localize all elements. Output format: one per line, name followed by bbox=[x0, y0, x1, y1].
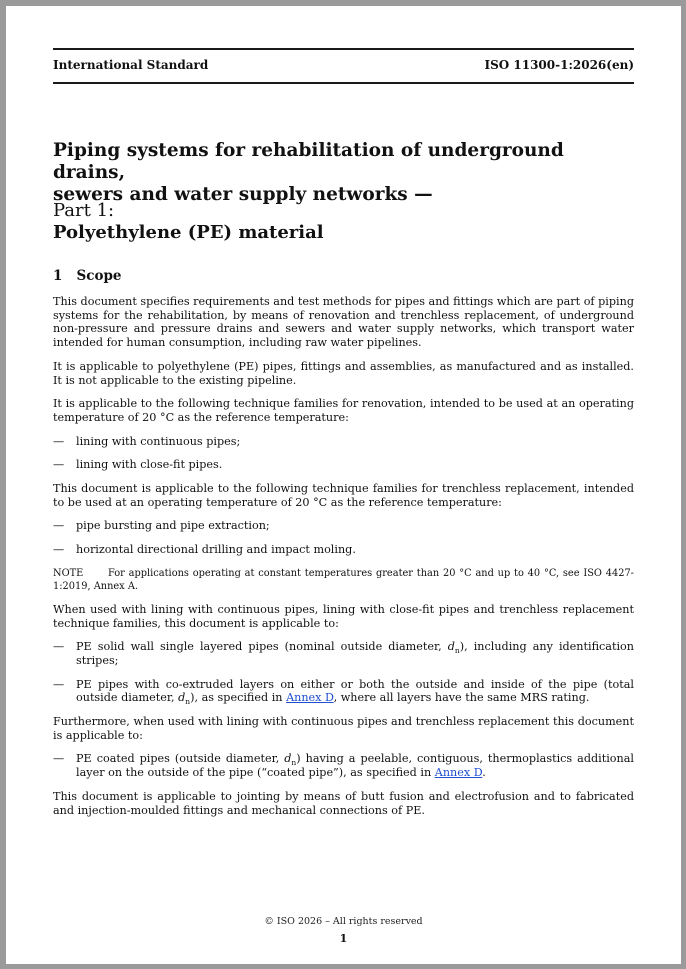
list-item: — PE pipes with co-extruded layers on either or both the outside and inside of the pipe (total outside diameter, $d_n$), as specified in Annex D, where all layers have the same MRS rating. bbox=[53, 678, 634, 705]
header-standard-type: International Standard bbox=[53, 58, 209, 72]
annex-d-link[interactable]: Annex D bbox=[286, 691, 334, 705]
annex-d-link[interactable]: Annex D bbox=[434, 766, 483, 780]
section-title: Scope bbox=[76, 268, 122, 284]
list-item: — PE solid wall single layered pipes (nominal outside diameter, $d_n$), including any identification stripes; bbox=[53, 640, 634, 667]
copyright-footer: © ISO 2026 – All rights reserved bbox=[264, 916, 423, 927]
note bbox=[53, 567, 634, 593]
note-text: For applications operating at constant temperatures greater than 20 °C and up to 40 °C, see ISO 4427-1:2019, Annex A. bbox=[53, 567, 634, 592]
section-number: 1 bbox=[53, 268, 63, 284]
paragraph: It is applicable to polyethylene (PE) pipes, fittings and assemblies, as manufactured and as installed. It is not applicable to the existing pipeline. bbox=[53, 359, 634, 387]
list-item: — PE coated pipes (outside diameter, $d_n$) having a peelable, contiguous, thermoplastics additional layer on the outside of the pipe (“coated pipe”), as specified in Annex D. bbox=[53, 752, 634, 779]
part-title bbox=[53, 200, 634, 244]
page-number: 1 bbox=[339, 932, 348, 945]
header-standard-number: ISO 11300-1:2026(en) bbox=[484, 58, 634, 72]
paragraph: This document is applicable to jointing by means of butt fusion and electrofusion and to fabricated and injection-moulded fittings and mechanical connections of PE. bbox=[53, 789, 634, 817]
paragraph: It is applicable to the following technique families for renovation, intended to be used at an operating temperature of 20 °C as the reference temperature: bbox=[53, 397, 634, 424]
part-label: Part 1: bbox=[53, 200, 115, 221]
list-item: — lining with close-fit pipes. bbox=[53, 458, 634, 472]
document-title: Piping systems for rehabilitation of underground drains, sewers and water supply networks — bbox=[53, 140, 564, 205]
part-subtitle: Polyethylene (PE) material bbox=[53, 222, 324, 243]
paragraph: This document specifies requirements and test methods for pipes and fittings which are part of piping systems for the rehabilitation, by means of renovation and trenchless replacement, of underground non-pressure and pressure drains and sewers and water supply networks, which transport water intended for human consumption, including raw water pipelines. bbox=[53, 295, 634, 350]
list-item: — lining with continuous pipes; bbox=[53, 435, 634, 449]
list-item: — horizontal directional drilling and impact moling. bbox=[53, 543, 634, 557]
note-label: NOTE bbox=[53, 567, 84, 579]
document-page bbox=[6, 6, 681, 964]
paragraph: Furthermore, when used with lining with continuous pipes and trenchless replacement this document is applicable to: bbox=[53, 715, 634, 742]
section-heading bbox=[53, 268, 634, 284]
paragraph: This document is applicable to the following technique families for trenchless replacement, intended to be used at an operating temperature of 20 °C as the reference temperature: bbox=[53, 482, 634, 509]
paragraph: When used with lining with continuous pipes, lining with close-fit pipes and trenchless replacement technique families, this document is applicable to: bbox=[53, 602, 634, 630]
page-header bbox=[53, 48, 634, 84]
scope-body bbox=[53, 295, 634, 827]
list-item: — pipe bursting and pipe extraction; bbox=[53, 519, 634, 533]
